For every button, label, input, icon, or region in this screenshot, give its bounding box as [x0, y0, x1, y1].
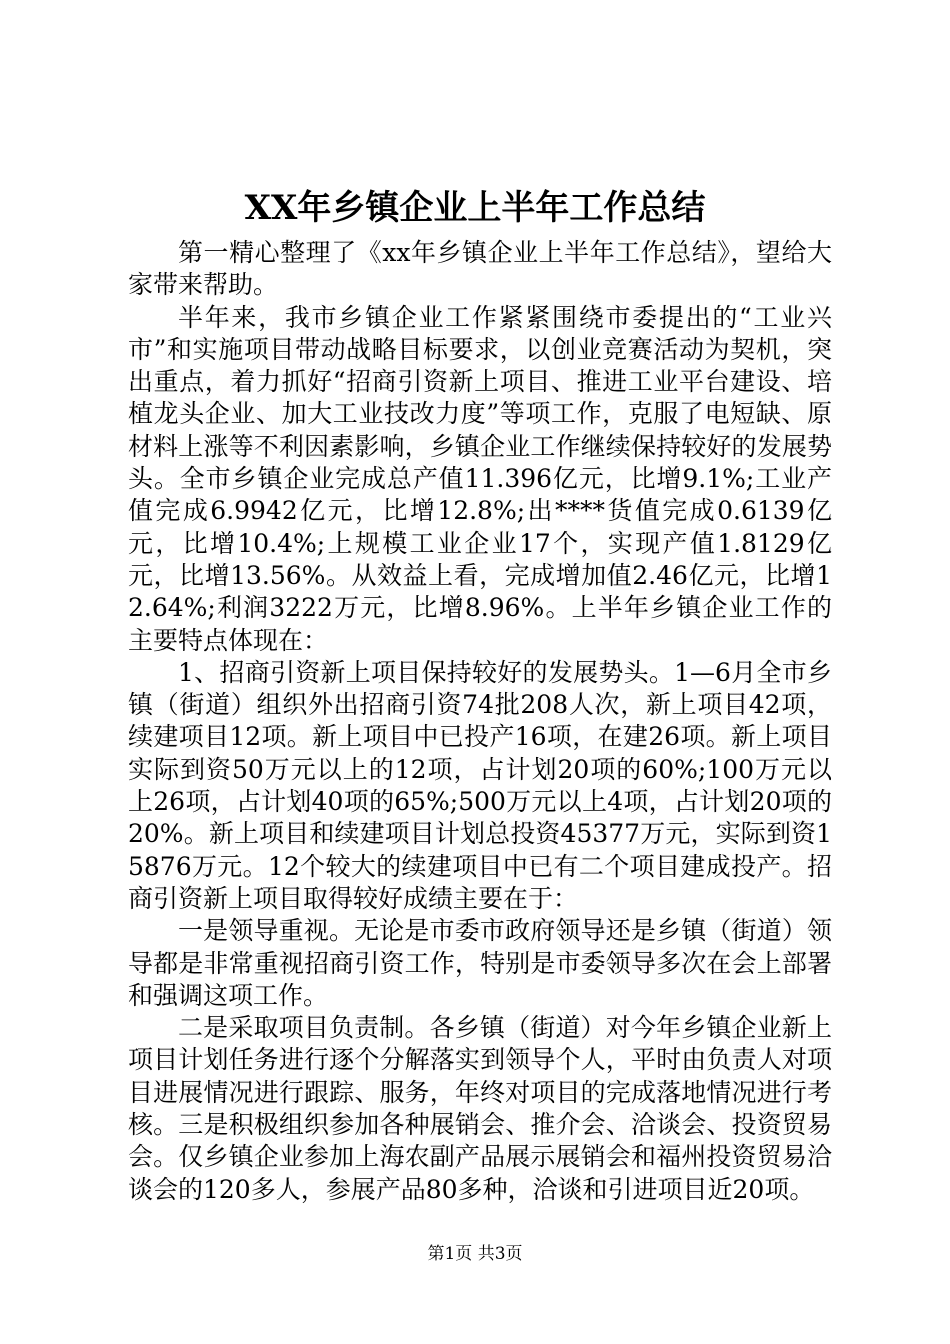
paragraph-responsibility: 二是采取项目负责制。各乡镇（街道）对今年乡镇企业新上项目计划任务进行逐个分解落实到领导个人，平时由负责人对项目进展情况进行跟踪、服务，年终对项目的完成落地情况进行考核。三是积极组织参加各种展销会、推介会、洽谈会、投资贸易会。仅乡镇企业参加上海农副产品展示展销会和福州投资贸易洽谈会的120多人，参展产品80多种，洽谈和引进项目近20项。	[128, 1013, 832, 1204]
paragraph-overview: 半年来，我市乡镇企业工作紧紧围绕市委提出的“工业兴市”和实施项目带动战略目标要求，以创业竞赛活动为契机，突出重点，着力抓好“招商引资新上项目、推进工业平台建设、培植龙头企业、加大工业技改力度”等项工作，克服了电短缺、原材料上涨等不利因素影响，乡镇企业工作继续保持较好的发展势头。全市乡镇企业完成总产值11.396亿元，比增9.1%;工业产值完成6.9942亿元，比增12.8%;出****货值完成0.6139亿元，比增10.4%;上规模工业企业17个，实现产值1.8129亿元，比增13.56%。从效益上看，完成增加值2.46亿元，比增12.64%;利润3222万元，比增8.96%。上半年乡镇企业工作的主要特点体现在：	[128, 302, 832, 655]
page-number: 第1页 共3页	[427, 1244, 523, 1264]
document-title: XX年乡镇企业上半年工作总结	[244, 188, 706, 228]
paragraph-investment: 1、招商引资新上项目保持较好的发展势头。1—6月全市乡镇（街道）组织外出招商引资74批208人次，新上项目42项，续建项目12项。新上项目中已投产16项，在建26项。新上项目实际到资50万元以上的12项，占计划20项的60%;100万元以上26项，占计划40项的65%;500万元以上4项，占计划20项的20%。新上项目和续建项目计划总投资45377万元，实际到资15876万元。12个较大的续建项目中已有二个项目建成投产。招商引资新上项目取得较好成绩主要在于：	[128, 657, 832, 913]
document-body	[128, 237, 832, 1206]
paragraph-leadership: 一是领导重视。无论是市委市政府领导还是乡镇（街道）领导都是非常重视招商引资工作，特别是市委领导多次在会上部署和强调这项工作。	[128, 916, 832, 1010]
paragraph-intro: 第一精心整理了《xx年乡镇企业上半年工作总结》，望给大家带来帮助。	[128, 238, 832, 300]
